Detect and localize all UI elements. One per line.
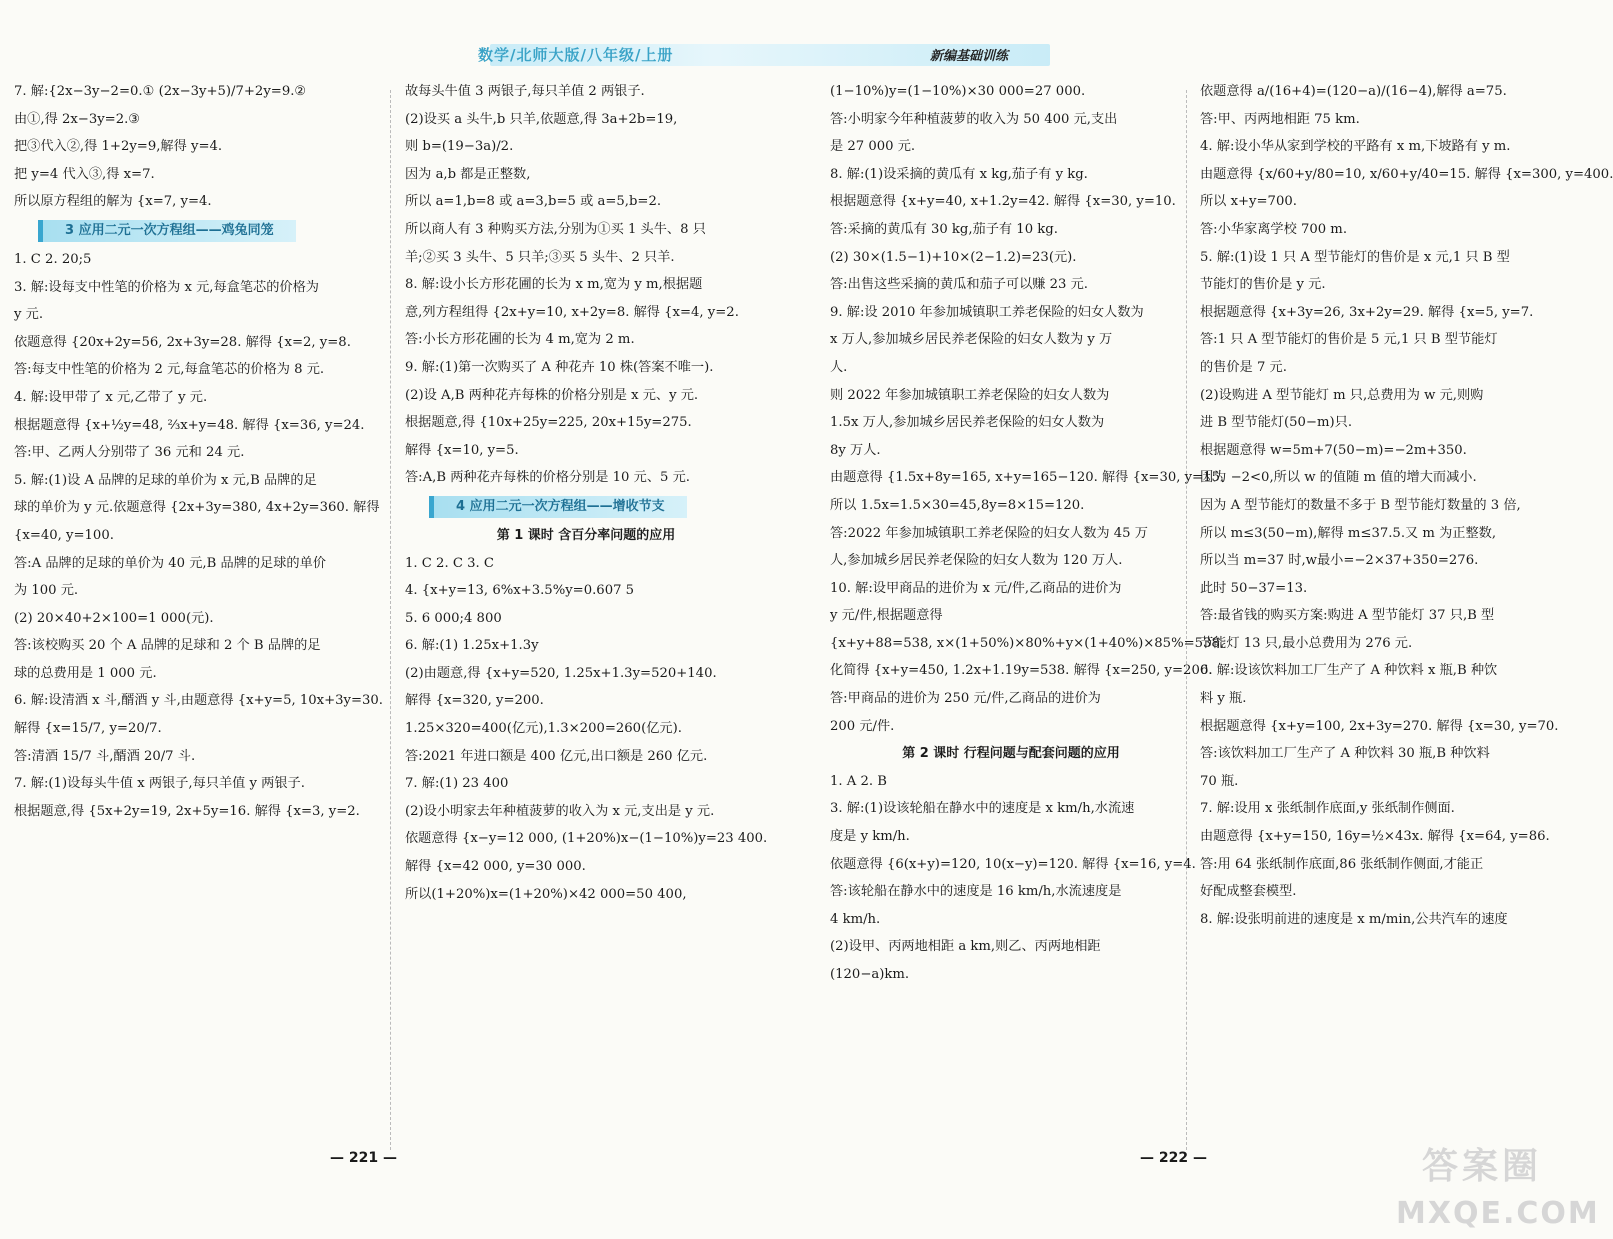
answer-line: 意,列方程组得 {2x+y=10, x+2y=8. 解得 {x=4, y=2. [405, 304, 739, 320]
answer-line: 所以当 m=37 时,w最小=−2×37+350=276. [1200, 553, 1479, 569]
answer-line: 所以原方程组的解为 {x=7, y=4. [14, 194, 212, 210]
answer-line: 所以 1.5x=1.5×30=45,8y=8×15=120. [830, 497, 1085, 513]
answer-line: (2)设购进 A 型节能灯 m 只,总费用为 w 元,则购 [1200, 387, 1484, 403]
answer-line: (120−a)km. [830, 967, 910, 982]
answer-line: 5. 解:(1)设 1 只 A 型节能灯的售价是 x 元,1 只 B 型 [1200, 249, 1510, 265]
answer-line: 根据题意得 {x+y=40, x+1.2y=42. 解得 {x=30, y=10. [830, 194, 1176, 210]
answer-line: 由题意得 {x/60+y/80=10, x/60+y/40=15. 解得 {x=300, y=400. [1200, 166, 1613, 182]
watermark-logo [1396, 1138, 1600, 1231]
section-banner [405, 492, 767, 522]
answer-line: 所以 m≤3(50−m),解得 m≤37.5.又 m 为正整数, [1200, 525, 1497, 541]
answer-line: {x=40, y=100. [14, 527, 114, 543]
page-number-right: — 222 — [1140, 1150, 1207, 1166]
answer-line: 4. {x+y=13, 6%x+3.5%y=0.607 5 [405, 583, 635, 599]
answer-line: y 元. [14, 307, 44, 323]
answer-line: 5. 6 000;4 800 [405, 610, 502, 626]
answer-column-2 [405, 78, 767, 908]
answer-line: 答:2021 年进口额是 400 亿元,出口额是 260 亿元. [405, 748, 708, 764]
answer-line: 节能灯 13 只,最小总费用为 276 元. [1200, 635, 1413, 651]
answer-line: 10. 解:设甲商品的进价为 x 元/件,乙商品的进价为 [830, 580, 1122, 596]
answer-line: 由题意得 {1.5x+8y=165, x+y=165−120. 解得 {x=30, y=15. [830, 470, 1225, 486]
answer-line: 7. 解:{2x−3y−2=0.① (2x−3y+5)/7+2y=9.② [14, 84, 307, 99]
answer-line: 进 B 型节能灯(50−m)只. [1200, 415, 1353, 431]
answer-line: 答:1 只 A 型节能灯的售价是 5 元,1 只 B 型节能灯 [1200, 332, 1498, 348]
answer-line: 料 y 瓶. [1200, 691, 1247, 707]
answer-line: 则 2022 年参加城镇职工养老保险的妇女人数为 [830, 387, 1110, 403]
answer-line: 人. [830, 359, 848, 375]
answer-line: 答:小长方形花圃的长为 4 m,宽为 2 m. [405, 332, 635, 348]
answer-line: (1−10%)y=(1−10%)×30 000=27 000. [830, 84, 1086, 99]
answer-line: 70 瓶. [1200, 773, 1239, 789]
answer-line: 根据题意,得 {5x+2y=19, 2x+5y=16. 解得 {x=3, y=2. [14, 803, 360, 819]
answer-line: 1. C 2. C 3. C [405, 555, 494, 571]
answer-line: 答:A,B 两种花卉每株的价格分别是 10 元、5 元. [405, 470, 690, 486]
answer-line: 5. 解:(1)设 A 品牌的足球的单价为 x 元,B 品牌的足 [14, 472, 317, 488]
answer-line: 8. 解:设小长方形花圃的长为 x m,宽为 y m,根据题 [405, 277, 703, 293]
answer-line: 答:2022 年参加城镇职工养老保险的妇女人数为 45 万 [830, 525, 1148, 541]
answer-line: 答:最省钱的购买方案:购进 A 型节能灯 37 只,B 型 [1200, 608, 1495, 624]
answer-line: 把③代入②,得 1+2y=9,解得 y=4. [14, 139, 223, 155]
answer-line: 1. A 2. B [830, 773, 887, 789]
answer-line: 答:甲、乙两人分别带了 36 元和 24 元. [14, 445, 245, 461]
answer-line: 把 y=4 代入③,得 x=7. [14, 166, 155, 182]
answer-line: 9. 解:(1)第一次购买了 A 种花卉 10 株(答案不唯一). [405, 359, 714, 375]
answer-line: y 元/件,根据题意得 [830, 608, 943, 624]
answer-column-1 [14, 78, 383, 825]
answer-line: 4 km/h. [830, 911, 881, 927]
answer-line: 3. 解:(1)设该轮船在静水中的速度是 x km/h,水流速 [830, 801, 1135, 817]
answer-line: (2)由题意,得 {x+y=520, 1.25x+1.3y=520+140. [405, 665, 717, 681]
answer-line: 1. C 2. 20;5 [14, 251, 92, 267]
answer-line: 所以 x+y=700. [1200, 194, 1297, 210]
answer-line: 根据题意得 {x+½y=48, ⅔x+y=48. 解得 {x=36, y=24. [14, 417, 365, 433]
answer-line: 此时 50−37=13. [1200, 580, 1308, 596]
answer-line: 为 100 元. [14, 583, 79, 599]
answer-line: 因为 −2<0,所以 w 的值随 m 值的增大而减小. [1200, 470, 1477, 486]
answer-line: 答:每支中性笔的价格为 2 元,每盒笔芯的价格为 8 元. [14, 362, 325, 378]
answer-line: 200 元/件. [830, 718, 895, 734]
answer-line: 解得 {x=15/7, y=20/7. [14, 721, 162, 737]
answer-line: 依题意得 a/(16+4)=(120−a)/(16−4),解得 a=75. [1200, 84, 1507, 99]
answer-line: 6. 解:设清酒 x 斗,醑酒 y 斗,由题意得 {x+y=5, 10x+3y=30. [14, 693, 383, 709]
answer-line: 由题意得 {x+y=150, 16y=½×43x. 解得 {x=64, y=86. [1200, 829, 1550, 845]
lesson-title: 第 1 课时 含百分率问题的应用 [496, 527, 676, 543]
answer-line: 的售价是 7 元. [1200, 359, 1287, 375]
section-banner-label: 4 应用二元一次方程组——增收节支 [429, 496, 687, 518]
answer-line: 8. 解:(1)设采摘的黄瓜有 x kg,茄子有 y kg. [830, 166, 1088, 182]
answer-line: 答:小明家今年种植菠萝的收入为 50 400 元,支出 [830, 111, 1118, 127]
answer-line: 解得 {x=42 000, y=30 000. [405, 859, 586, 875]
answer-line: 依题意得 {x−y=12 000, (1+20%)x−(1−10%)y=23 400. [405, 831, 768, 847]
answer-line: 所以 a=1,b=8 或 a=3,b=5 或 a=5,b=2. [405, 194, 662, 210]
answer-line: (2)设买 a 头牛,b 只羊,依题意,得 3a+2b=19, [405, 111, 678, 127]
answer-line: 所以商人有 3 种购买方法,分别为①买 1 头牛、8 只 [405, 221, 706, 237]
answer-line: 答:该校购买 20 个 A 品牌的足球和 2 个 B 品牌的足 [14, 638, 321, 654]
answer-line: 答:甲商品的进价为 250 元/件,乙商品的进价为 [830, 691, 1101, 707]
answer-line: 6. 解:(1) 1.25x+1.3y [405, 638, 539, 654]
page-number-left: — 221 — [330, 1150, 397, 1166]
answer-line: 解得 {x=320, y=200. [405, 693, 544, 709]
answer-line: 答:甲、丙两地相距 75 km. [1200, 111, 1360, 127]
answer-line: 根据题意,得 {10x+25y=225, 20x+15y=275. [405, 415, 692, 431]
answer-line: 答:清酒 15/7 斗,醑酒 20/7 斗. [14, 748, 196, 764]
answer-line: 6. 解:设该饮料加工厂生产了 A 种饮料 x 瓶,B 种饮 [1200, 663, 1498, 679]
answer-line: 是 27 000 元. [830, 139, 916, 155]
answer-line: 根据题意得 {x+y=100, 2x+3y=270. 解得 {x=30, y=70. [1200, 718, 1559, 734]
watermark-line1: 答案圈 [1422, 1146, 1543, 1187]
answer-line: 7. 解:(1) 23 400 [405, 776, 509, 792]
answer-line: {x+y+88=538, x×(1+50%)×80%+y×(1+40%)×85%=538. [830, 635, 1225, 651]
answer-line: (2)设小明家去年种植菠萝的收入为 x 元,支出是 y 元. [405, 803, 715, 819]
answer-line: 则 b=(19−3a)/2. [405, 139, 514, 155]
answer-line: 7. 解:设用 x 张纸制作底面,y 张纸制作侧面. [1200, 801, 1455, 817]
answer-line: 度是 y km/h. [830, 829, 910, 845]
answer-line: 3. 解:设每支中性笔的价格为 x 元,每盒笔芯的价格为 [14, 279, 319, 295]
answer-line: 球的单价为 y 元.依题意得 {2x+3y=380, 4x+2y=360. 解得 [14, 500, 380, 516]
answer-line: 解得 {x=10, y=5. [405, 442, 519, 458]
answer-line: 依题意得 {6(x+y)=120, 10(x−y)=120. 解得 {x=16, y=4. [830, 856, 1196, 872]
answer-line: (2)设 A,B 两种花卉每株的价格分别是 x 元、y 元. [405, 387, 699, 403]
answer-line: 羊;②买 3 头牛、5 只羊;③买 5 头牛、2 只羊. [405, 249, 675, 265]
answer-line: 根据题意得 w=5m+7(50−m)=−2m+350. [1200, 442, 1467, 458]
answer-line: 答:小华家离学校 700 m. [1200, 221, 1348, 237]
lesson-title: 第 2 课时 行程问题与配套问题的应用 [902, 746, 1120, 762]
answer-line: 7. 解:(1)设每头牛值 x 两银子,每只羊值 y 两银子. [14, 776, 305, 792]
answer-line: 所以(1+20%)x=(1+20%)×42 000=50 400, [405, 886, 687, 902]
watermark-line2: MXQE.COM [1396, 1196, 1600, 1231]
answer-line: x 万人,参加城乡居民养老保险的妇女人数为 y 万 [830, 332, 1113, 348]
answer-line: 答:采摘的黄瓜有 30 kg,茄子有 10 kg. [830, 221, 1058, 237]
answer-line: 由①,得 2x−3y=2.③ [14, 111, 141, 127]
answer-line: 因为 A 型节能灯的数量不多于 B 型节能灯数量的 3 倍, [1200, 497, 1521, 513]
answer-line: 8. 解:设张明前进的速度是 x m/min,公共汽车的速度 [1200, 911, 1508, 927]
page-header [0, 0, 1600, 70]
answer-line: 9. 解:设 2010 年参加城镇职工养老保险的妇女人数为 [830, 304, 1144, 320]
answer-line: (2) 20×40+2×100=1 000(元). [14, 610, 214, 626]
answer-line: 4. 解:设小华从家到学校的平路有 x m,下坡路有 y m. [1200, 139, 1511, 155]
answer-line: (2)设甲、丙两地相距 a km,则乙、丙两地相距 [830, 939, 1101, 955]
header-brand: 新编基础训练 [930, 49, 1009, 64]
answer-line: 好配成整套模型. [1200, 884, 1297, 900]
answer-line: 1.5x 万人,参加城乡居民养老保险的妇女人数为 [830, 415, 1105, 431]
answer-line: 8y 万人. [830, 442, 881, 458]
answer-line: 根据题意得 {x+3y=26, 3x+2y=29. 解得 {x=5, y=7. [1200, 304, 1534, 320]
answer-line: 人,参加城乡居民养老保险的妇女人数为 120 万人. [830, 553, 1123, 569]
answer-line: 因为 a,b 都是正整数, [405, 166, 531, 182]
answer-line: 答:该轮船在静水中的速度是 16 km/h,水流速度是 [830, 884, 1122, 900]
header-title: 数学/北师大版/八年级/上册 [478, 46, 674, 64]
answer-line: 答:用 64 张纸制作底面,86 张纸制作侧面,才能正 [1200, 856, 1484, 872]
answer-line: 答:出售这些采摘的黄瓜和茄子可以赚 23 元. [830, 277, 1088, 293]
answer-line: 答:该饮料加工厂生产了 A 种饮料 30 瓶,B 种饮料 [1200, 746, 1490, 762]
answer-line: 球的总费用是 1 000 元. [14, 665, 157, 681]
answer-line: 故每头牛值 3 两银子,每只羊值 2 两银子. [405, 84, 645, 99]
column-divider [390, 90, 391, 1150]
answer-column-4 [1200, 78, 1613, 933]
answer-line: 节能灯的售价是 y 元. [1200, 277, 1326, 293]
section-banner [14, 216, 376, 246]
answer-line: (2) 30×(1.5−1)+10×(2−1.2)=23(元). [830, 249, 1077, 265]
answer-line: 依题意得 {20x+2y=56, 2x+3y=28. 解得 {x=2, y=8. [14, 334, 351, 350]
answer-line: 1.25×320=400(亿元),1.3×200=260(亿元). [405, 721, 682, 737]
answer-line: 答:A 品牌的足球的单价为 40 元,B 品牌的足球的单价 [14, 555, 326, 571]
answer-line: 化简得 {x+y=450, 1.2x+1.19y=538. 解得 {x=250, y=200. [830, 663, 1213, 679]
section-banner-label: 3 应用二元一次方程组——鸡兔同笼 [38, 220, 296, 242]
answer-line: 4. 解:设甲带了 x 元,乙带了 y 元. [14, 389, 208, 405]
